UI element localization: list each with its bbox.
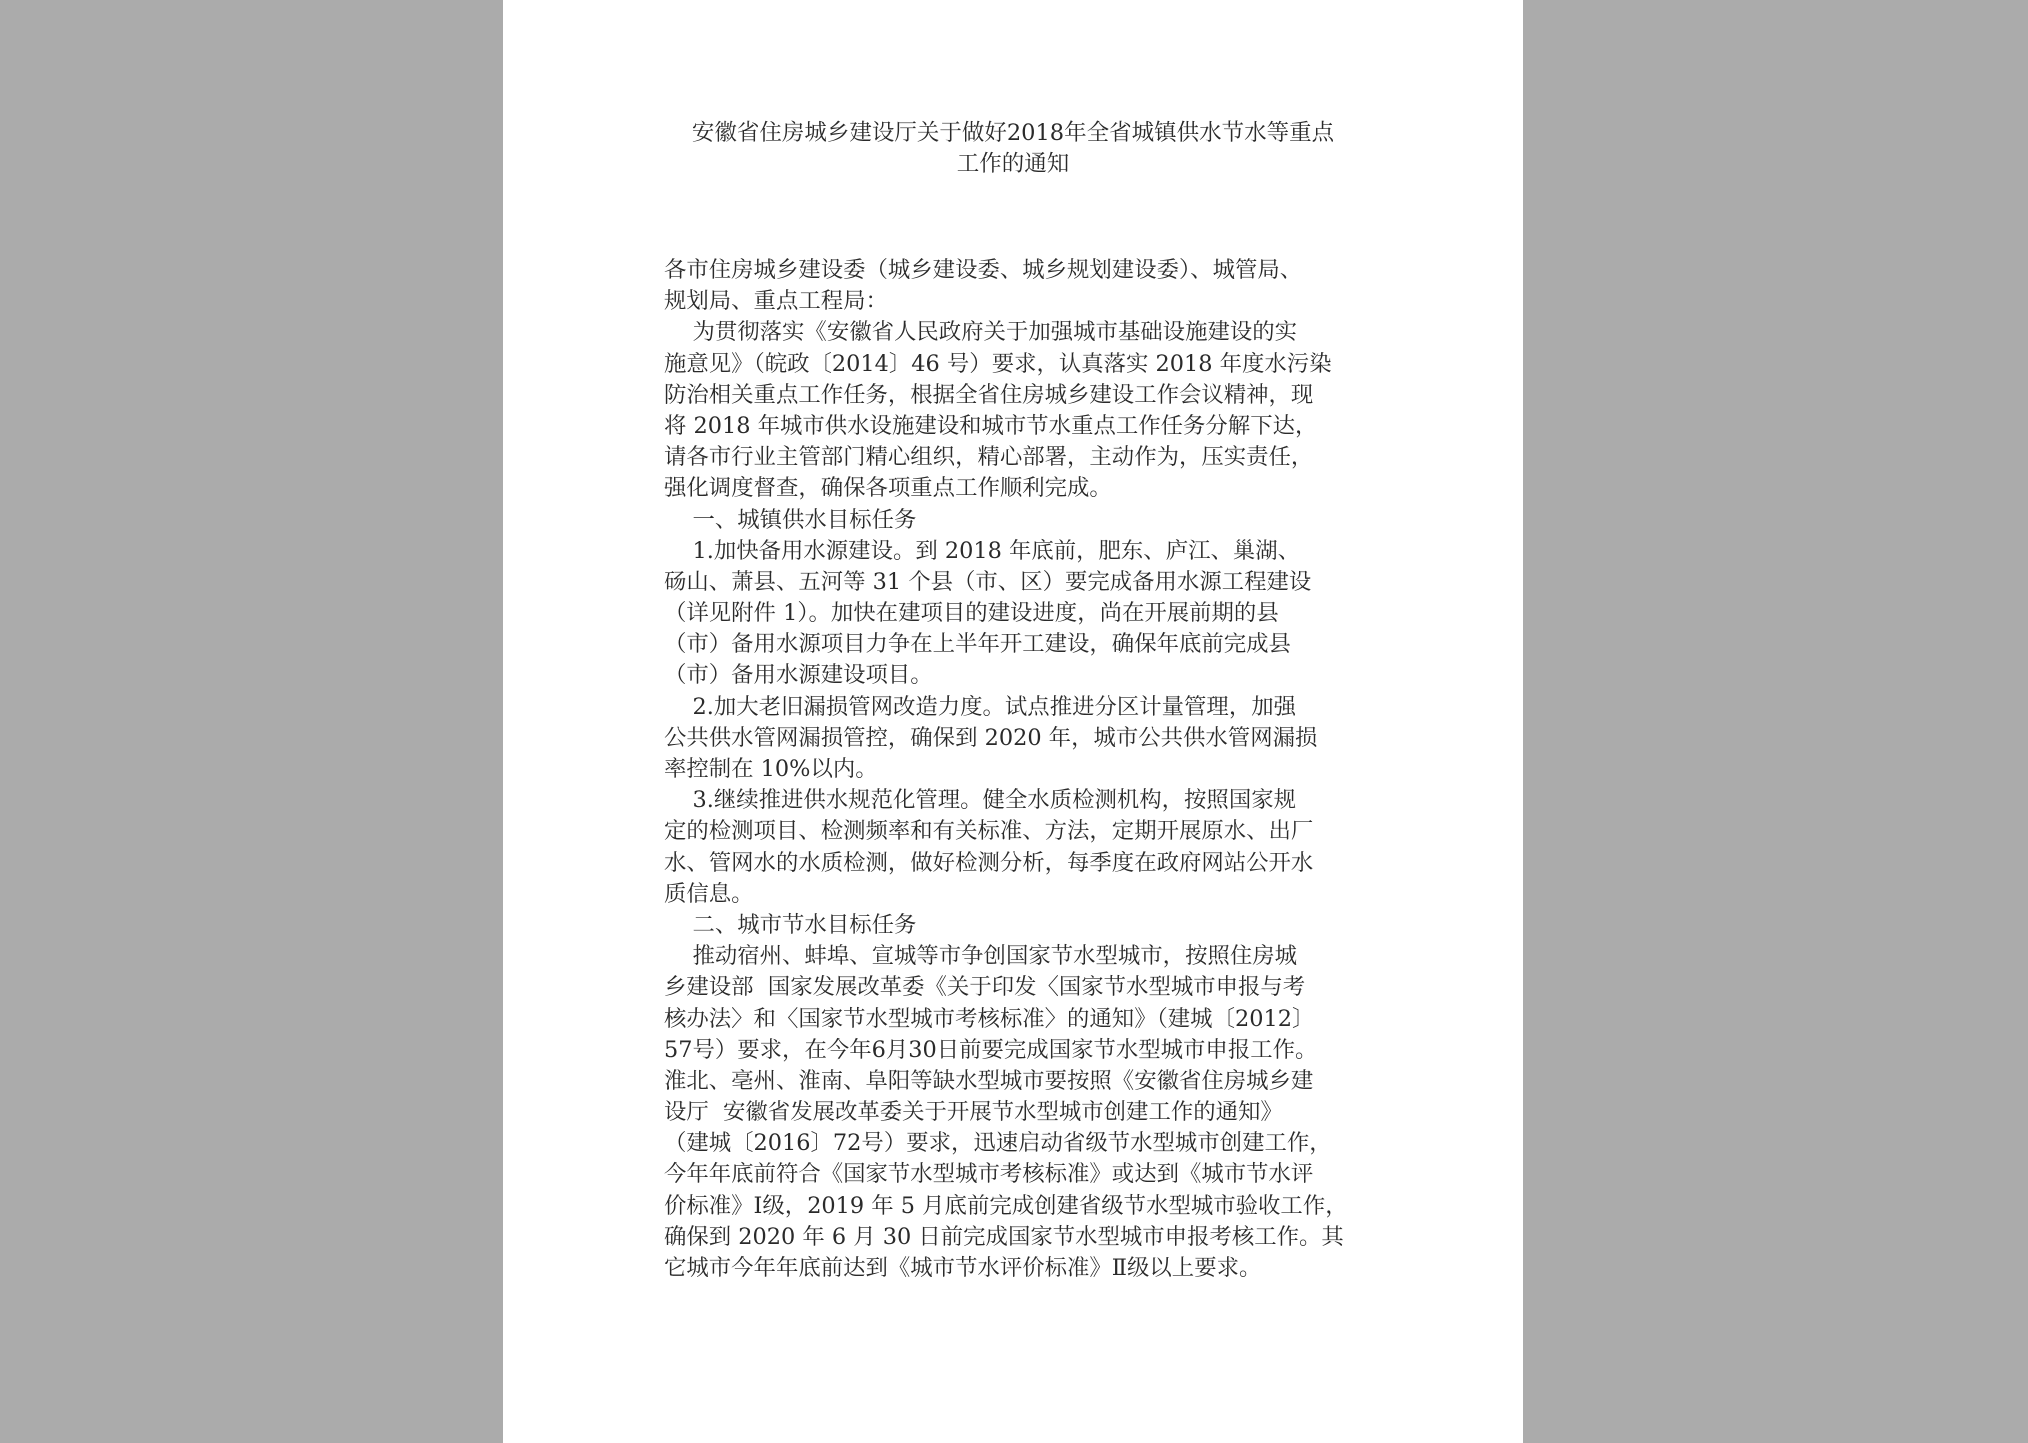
body-line: 质信息。 bbox=[664, 880, 754, 907]
body-line: 强化调度督查，确保各项重点工作顺利完成。 bbox=[664, 475, 1112, 502]
section-heading: 一、城镇供水目标任务 bbox=[664, 506, 917, 533]
body-line: 为贯彻落实《安徽省人民政府关于加强城市基础设施建设的实 bbox=[664, 319, 1298, 346]
body-line: 淮北、亳州、淮南、阜阳等缺水型城市要按照《安徽省住房城乡建 bbox=[664, 1067, 1314, 1094]
body-line: 核办法〉和〈国家节水型城市考核标准〉的通知》（建城〔2012〕 bbox=[664, 1005, 1315, 1032]
body-line: （建城〔2016〕72号）要求，迅速启动省级节水型城市创建工作， bbox=[664, 1130, 1332, 1157]
title-line: 安徽省住房城乡建设厅关于做好2018年全省城镇供水节水等重点 bbox=[691, 120, 1335, 146]
body-line: 推动宿州、蚌埠、宣城等市争创国家节水型城市，按照住房城 bbox=[664, 943, 1298, 970]
body-line: （市）备用水源项目力争在上半年开工建设，确保年底前完成县 bbox=[664, 631, 1291, 658]
body-line: 将 2018 年城市供水设施建设和城市节水重点工作任务分解下达， bbox=[664, 412, 1318, 439]
body-line: 1.加快备用水源建设。到 2018 年底前，肥东、庐江、巢湖、 bbox=[664, 537, 1301, 564]
body-line: （市）备用水源建设项目。 bbox=[664, 662, 933, 689]
body-line: 率控制在 10%以内。 bbox=[664, 756, 878, 782]
body-line: 各市住房城乡建设委（城乡建设委、城乡规划建设委）、城管局、 bbox=[664, 257, 1303, 283]
document-page bbox=[503, 0, 1523, 1443]
body-line: 规划局、重点工程局： bbox=[664, 288, 888, 315]
document-body bbox=[664, 255, 1364, 1284]
body-line: （详见附件 1）。加快在建项目的建设进度，尚在开展前期的县 bbox=[664, 600, 1279, 627]
document-title bbox=[503, 118, 1523, 180]
body-line: 价标准》Ⅰ级，2019 年 5 月底前完成创建省级节水型城市验收工作， bbox=[664, 1192, 1348, 1219]
title-line: 工作的通知 bbox=[956, 151, 1070, 177]
body-line: 防治相关重点工作任务，根据全省住房城乡建设工作会议精神，现 bbox=[664, 381, 1314, 408]
body-line: 设厅 安徽省发展改革委关于开展节水型城市创建工作的通知》 bbox=[664, 1099, 1283, 1126]
body-line: 定的检测项目、检测频率和有关标准、方法，定期开展原水、出厂 bbox=[664, 818, 1314, 845]
body-line: 公共供水管网漏损管控，确保到 2020 年，城市公共供水管网漏损 bbox=[664, 724, 1318, 751]
body-line: 2.加大老旧漏损管网改造力度。试点推进分区计量管理，加强 bbox=[664, 693, 1296, 720]
body-line: 请各市行业主管部门精心组织，精心部署，主动作为，压实责任， bbox=[664, 444, 1314, 471]
body-line: 今年年底前符合《国家节水型城市考核标准》或达到《城市节水评 bbox=[664, 1161, 1314, 1188]
body-line: 它城市今年年底前达到《城市节水评价标准》Ⅱ级以上要求。 bbox=[664, 1255, 1262, 1281]
body-line: 确保到 2020 年 6 月 30 日前完成国家节水型城市申报考核工作。其 bbox=[664, 1223, 1344, 1250]
body-line: 乡建设部 国家发展改革委《关于印发〈国家节水型城市申报与考 bbox=[664, 974, 1306, 1001]
body-line: 砀山、萧县、五河等 31 个县（市、区）要完成备用水源工程建设 bbox=[664, 568, 1312, 595]
body-line: 施意见》（皖政〔2014〕46 号）要求，认真落实 2018 年度水污染 bbox=[664, 350, 1332, 377]
body-line: 3.继续推进供水规范化管理。健全水质检测机构，按照国家规 bbox=[664, 787, 1296, 814]
section-heading: 二、城市节水目标任务 bbox=[664, 911, 917, 938]
body-line: 水、管网水的水质检测，做好检测分析，每季度在政府网站公开水 bbox=[664, 849, 1314, 876]
body-line: 57号）要求，在今年6月30日前要完成国家节水型城市申报工作。 bbox=[664, 1036, 1318, 1063]
